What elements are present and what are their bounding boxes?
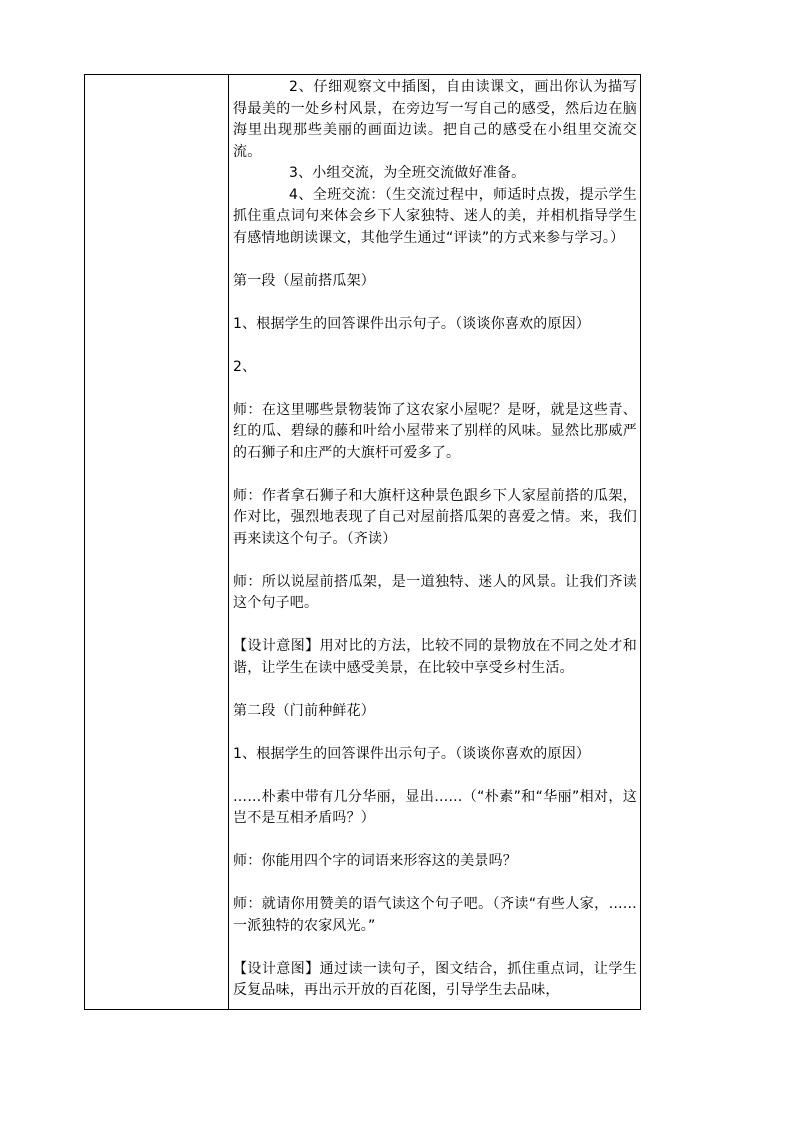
paragraph-teacher-2: 师：作者拿石狮子和大旗杆这种景色跟乡下人家屋前搭的瓜架，作对比，强烈地表现了自己对屋前搭瓜架的喜爱之情。来，我们再来读这个句子。（齐读） — [233, 487, 637, 547]
section-heading-2: 第二段（门前种鲜花） — [233, 702, 375, 719]
paragraph-show-sentence-1: 1、根据学生的回答课件出示句子。（谈谈你喜欢的原因） — [233, 315, 591, 332]
left-cell — [85, 75, 229, 1010]
paragraph-item-2: 2、 — [233, 358, 257, 375]
section-heading-1: 第一段（屋前搭瓜架） — [233, 272, 375, 289]
paragraph-design-intent-2: 【设计意图】通过读一读句子，图文结合，抓住重点词，让学生反复品味，再出示开放的百花图，引导学生去品味， — [233, 960, 637, 998]
right-cell-content — [229, 75, 640, 1007]
paragraph-step-2: 2、仔细观察文中插图，自由读课文，画出你认为描写得最美的一处乡村风景，在旁边写一写自己的感受，然后边在脑海里出现那些美丽的画面边读。把自己的感受在小组里交流交流。 — [233, 79, 637, 160]
lesson-plan-table — [84, 74, 641, 1010]
paragraph-step-4: 4、全班交流：（生交流过程中，师适时点拨，提示学生抓住重点词句来体会乡下人家独特、迷人的美，并相机指导学生有感情地朗读课文，其他学生通过“评读”的方式来参与学习。） — [233, 186, 637, 246]
table-row — [85, 75, 641, 1010]
paragraph-step-3: 3、小组交流，为全班交流做好准备。 — [289, 165, 526, 181]
paragraph-design-intent-1: 【设计意图】用对比的方法，比较不同的景物放在不同之处才和谐，让学生在读中感受美景，在比较中享受乡村生活。 — [233, 638, 637, 676]
paragraph-teacher-3: 师：所以说屋前搭瓜架，是一道独特、迷人的风景。让我们齐读这个句子吧。 — [233, 573, 637, 611]
paragraph-teacher-4: 师：你能用四个字的词语来形容这的美景吗？ — [233, 853, 517, 869]
paragraph-teacher-5: 师：就请你用赞美的语气读这个句子吧。（齐读“有些人家，……一派独特的农家风光。” — [233, 896, 637, 934]
paragraph-show-sentence-2: 1、根据学生的回答课件出示句子。（谈谈你喜欢的原因） — [233, 745, 591, 762]
right-cell — [229, 75, 641, 1010]
paragraph-teacher-1: 师：在这里哪些景物装饰了这农家小屋呢？是呀，就是这些青、红的瓜、碧绿的藤和叶给小屋带来了别样的风味。显然比那威严的石狮子和庄严的大旗杆可爱多了。 — [233, 401, 637, 461]
paragraph-quote: ……朴素中带有几分华丽，显出……（“朴素”和“华丽”相对，这岂不是互相矛盾吗？） — [233, 788, 637, 826]
